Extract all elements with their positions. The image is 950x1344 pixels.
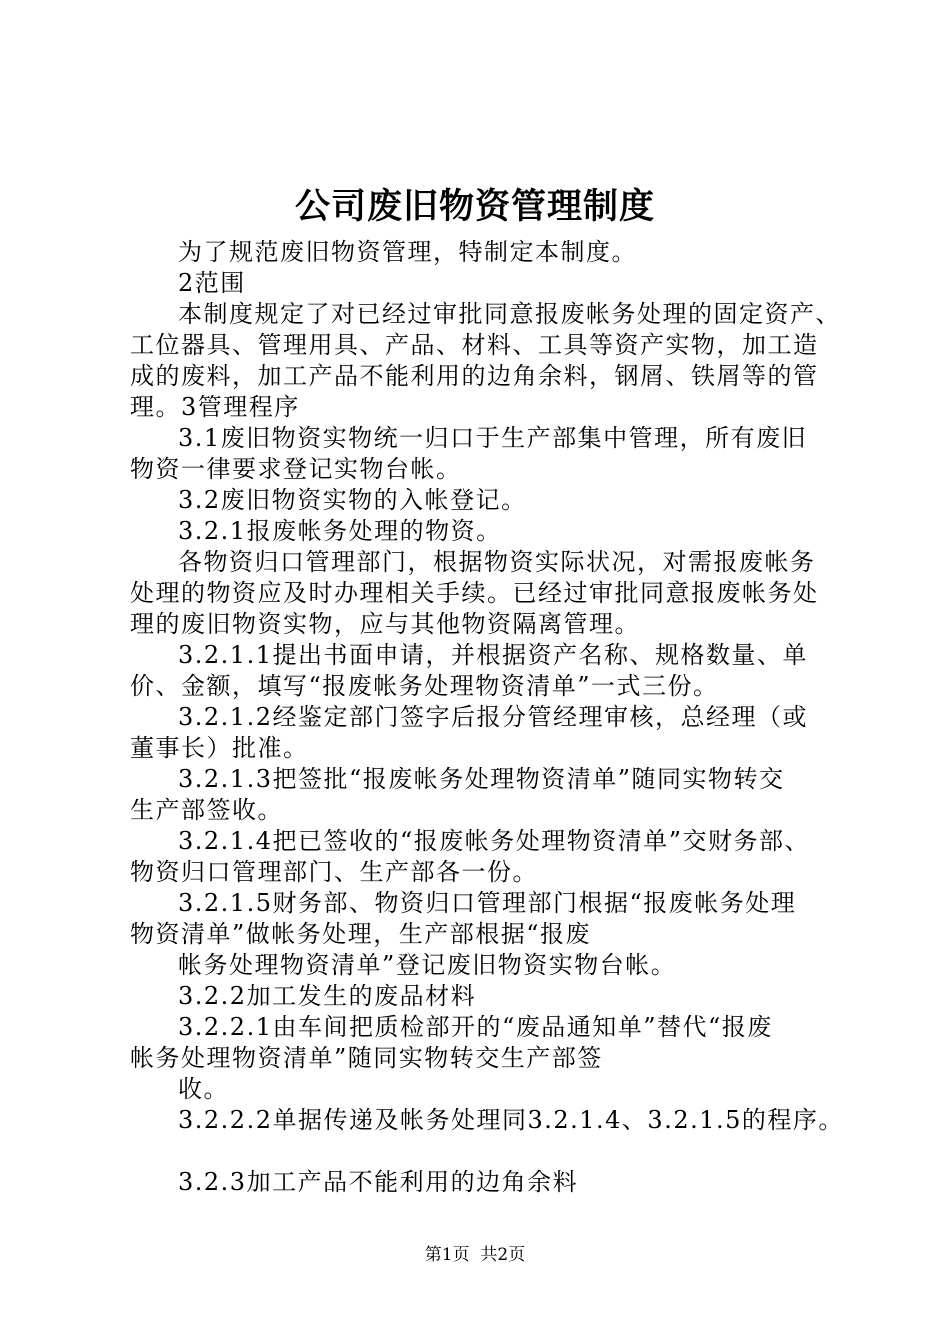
paragraph-line: 帐务处理物资清单”随同实物转交生产部签 (130, 1044, 603, 1072)
paragraph-line: 物资归口管理部门、生产部各一份。 (130, 858, 538, 886)
paragraph-line: 理的废旧物资实物，应与其他物资隔离管理。 (130, 610, 640, 638)
paragraph-line: 处理的物资应及时办理相关手续。已经过审批同意报废帐务处 (130, 579, 819, 607)
paragraph-line: 理。3管理程序 (130, 393, 300, 421)
paragraph-line: 3.2.3加工产品不能利用的边角余料 (178, 1168, 579, 1196)
section-heading: 2范围 (178, 269, 246, 297)
document-title: 公司废旧物资管理制度 (294, 186, 655, 227)
paragraph-line: 帐务处理物资清单”登记废旧物资实物台帐。 (178, 951, 677, 979)
paragraph-line: 本制度规定了对已经过审批同意报废帐务处理的固定资产、 (178, 300, 841, 328)
paragraph-line: 3.2.1.3把签批“报废帐务处理物资清单”随同实物转交 (178, 765, 785, 793)
paragraph-line: 3.2.1.1提出书面申请，并根据资产名称、规格数量、单 (178, 641, 808, 669)
page-number-footer: 第1页 共2页 (424, 1245, 526, 1265)
paragraph-line: 3.1废旧物资实物统一归口于生产部集中管理，所有废旧 (178, 424, 808, 452)
paragraph-line: 物资清单”做帐务处理，生产部根据“报废 (130, 920, 592, 948)
paragraph-line: 为了规范废旧物资管理，特制定本制度。 (178, 238, 637, 266)
paragraph-line: 3.2.1.4把已签收的“报废帐务处理物资清单”交财务部、 (178, 827, 811, 855)
paragraph-line: 生产部签收。 (130, 796, 283, 824)
paragraph-line: 价、金额，填写“报废帐务处理物资清单”一式三份。 (130, 672, 719, 700)
paragraph-line: 3.2.1.5财务部、物资归口管理部门根据“报废帐务处理 (178, 889, 797, 917)
paragraph-line: 工位器具、管理用具、产品、材料、工具等资产实物，加工造 (130, 331, 819, 359)
paragraph-line: 董事长）批准。 (130, 734, 309, 762)
paragraph-line: 收。 (178, 1075, 229, 1103)
paragraph-line: 3.2.2.1由车间把质检部开的“废品通知单”替代“报废 (178, 1013, 773, 1041)
paragraph-line: 3.2.1.2经鉴定部门签字后报分管经理审核，总经理（或 (178, 703, 808, 731)
paragraph-line: 3.2废旧物资实物的入帐登记。 (178, 486, 527, 514)
paragraph-line: 3.2.1报废帐务处理的物资。 (178, 517, 502, 545)
paragraph-line: 3.2.2.2单据传递及帐务处理同3.2.1.4、3.2.1.5的程序。 (178, 1106, 844, 1134)
paragraph-line: 各物资归口管理部门，根据物资实际状况，对需报废帐务 (178, 548, 816, 576)
paragraph-line: 物资一律要求登记实物台帐。 (130, 455, 462, 483)
paragraph-line: 成的废料，加工产品不能利用的边角余料，钢屑、铁屑等的管 (130, 362, 819, 390)
paragraph-line: 3.2.2加工发生的废品材料 (178, 982, 477, 1010)
